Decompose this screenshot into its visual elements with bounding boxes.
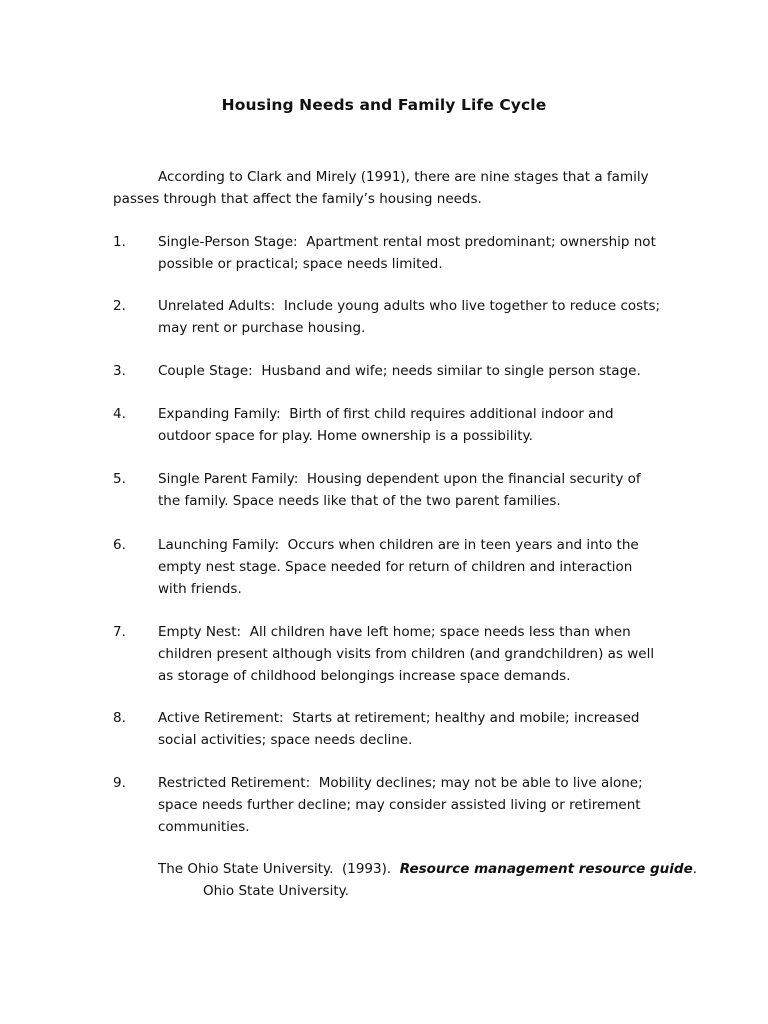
stage-name: Single-Person Stage: [158,234,298,250]
reference-author: The Ohio State University. [158,861,334,877]
reference-work-title: Resource management resource guide [399,861,693,877]
stage-name: Expanding Family: [158,406,281,422]
reference-citation: The Ohio State University. (1993). Resource management resource guide. Ohio State University. [158,861,702,899]
stage-description: Apartment rental most predominant; ownership not possible or practical; space needs limited. [158,234,656,272]
stage-description: Include young adults who live together to reduce costs; may rent or purchase housing. [158,298,661,336]
stage-description: Housing dependent upon the financial security of the family. Space needs like that of the two parent families. [158,471,641,509]
stage-item-2 [113,295,673,339]
stage-number: 2. [113,298,126,314]
stage-description: Husband and wife; needs similar to single person stage. [261,363,641,379]
stage-item-8 [113,707,673,751]
stage-description: All children have left home; space needs less than when children present although visits from children (and grandchildren) as well as storage of childhood belongings increase space demands. [158,624,655,684]
stage-number: 5. [113,471,126,487]
stage-number: 6. [113,537,126,553]
stage-number: 4. [113,406,126,422]
reference-year: (1993). [341,861,392,877]
stage-description: Birth of first child requires additional indoor and outdoor space for play. Home ownership is a possibility. [158,406,614,444]
stage-description: Mobility declines; may not be able to live alone; space needs further decline; may consider assisted living or retirement communities. [158,775,643,835]
stage-number: 3. [113,363,126,379]
stage-item-1 [113,231,673,275]
stage-description: Occurs when children are in teen years and into the empty nest stage. Space needed for return of children and interaction with friends. [158,537,639,597]
stage-description: Starts at retirement; healthy and mobile; increased social activities; space needs decline. [158,710,640,748]
stage-number: 9. [113,775,126,791]
reference-publisher: Ohio State University. [203,883,349,899]
stage-name: Restricted Retirement: [158,775,311,791]
stage-name: Single Parent Family: [158,471,299,487]
stage-number: 7. [113,624,126,640]
stage-item-5 [113,468,673,512]
stage-number: 1. [113,234,126,250]
stage-name: Couple Stage: [158,363,253,379]
stage-name: Unrelated Adults: [158,298,276,314]
stage-item-3 [113,360,673,382]
stage-item-7 [113,621,673,687]
stage-number: 8. [113,710,126,726]
intro-paragraph: According to Clark and Mirely (1991), there are nine stages that a family passes through that affect the family’s housing needs. [113,169,649,207]
stage-name: Active Retirement: [158,710,284,726]
stage-item-6 [113,534,673,600]
stage-name: Launching Family: [158,537,280,553]
stage-name: Empty Nest: [158,624,242,640]
stage-item-9 [113,772,673,838]
stage-item-4 [113,403,673,447]
document-title: Housing Needs and Family Life Cycle [221,96,547,114]
